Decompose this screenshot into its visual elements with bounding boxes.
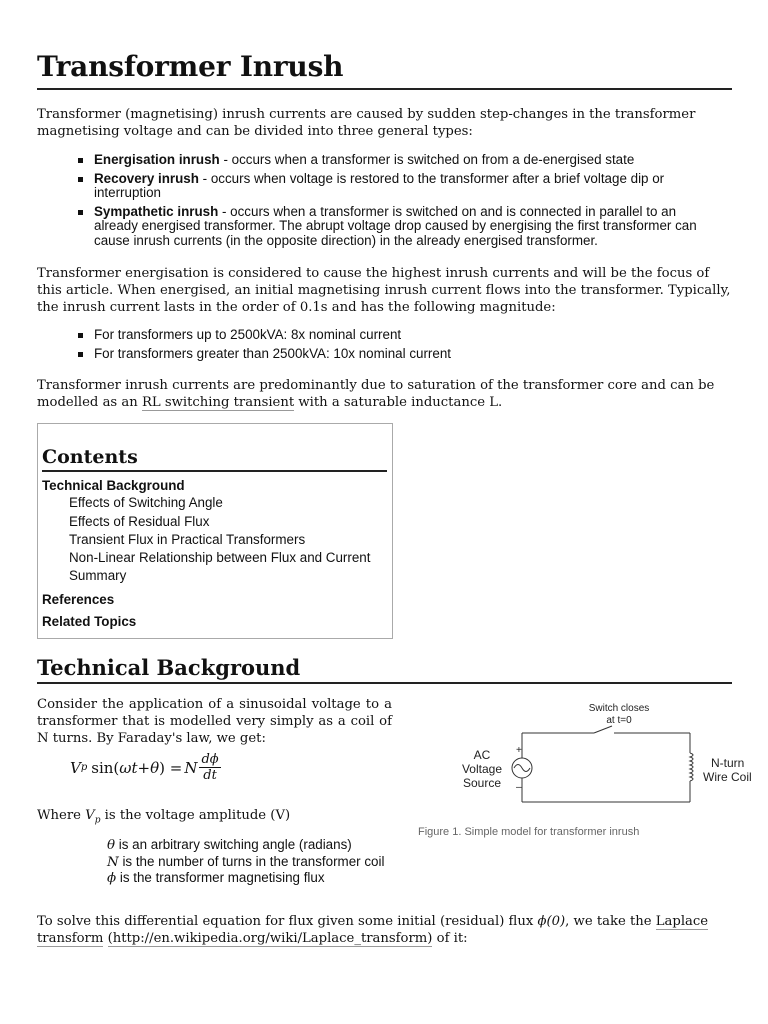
consider-paragraph: Consider the application of a sinusoidal voltage to a transformer that is modelled very simply as a coil of N turns. By Faraday's law, we get: bbox=[37, 697, 392, 746]
faraday-equation: V p sin( ωt + θ ) = N $\frac{d\phi}{dt}$ bbox=[70, 752, 219, 783]
bullet-icon bbox=[78, 210, 83, 215]
source-label-3: Source bbox=[462, 776, 502, 790]
toc-switching-angle[interactable]: Effects of Switching Angle bbox=[69, 495, 223, 510]
toc-references[interactable]: References bbox=[42, 592, 115, 607]
bullet-icon bbox=[78, 158, 83, 163]
inrush-types-list bbox=[37, 153, 727, 253]
switch-label-1: Switch closes bbox=[588, 703, 650, 714]
bullet-icon bbox=[78, 352, 83, 357]
list-item: Sympathetic inrush - occurs when a transformer is switched on and is connected in parallel to an already energised transformer. The abrupt voltage drop caused by energising the first transformer can cause inrush currents (in the opposite direction) in the already energised transformer. bbox=[37, 205, 727, 249]
laplace-url-link[interactable]: (http://en.wikipedia.org/wiki/Laplace_transform) bbox=[107, 931, 433, 946]
toc-related-topics[interactable]: Related Topics bbox=[42, 614, 137, 629]
toc-summary[interactable]: Summary bbox=[69, 568, 127, 583]
toc-residual-flux[interactable]: Effects of Residual Flux bbox=[69, 514, 210, 529]
coil-label-2: Wire Coil bbox=[703, 770, 752, 784]
list-item: Energisation inrush - occurs when a transformer is switched on from a de-energised state bbox=[37, 153, 727, 168]
saturation-paragraph: Transformer inrush currents are predominantly due to saturation of the transformer core and can be modelled as an RL switching transient with a saturable inductance L. bbox=[37, 378, 715, 410]
symbol-definitions bbox=[107, 837, 407, 887]
toc-technical-background[interactable]: Technical Background bbox=[42, 478, 185, 493]
page-title: Transformer Inrush bbox=[37, 50, 344, 83]
definition-n: N is the number of turns in the transformer coil bbox=[107, 853, 385, 870]
laplace-transform-link[interactable]: Laplace transform bbox=[37, 914, 709, 946]
table-of-contents bbox=[37, 423, 393, 639]
energisation-paragraph: Transformer energisation is considered to cause the highest inrush currents and will be the focus of this article. When energised, an initial magnetising inrush current flows into the transformer. Typically, the inrush current lasts in the order of 0.1s and has the following magnitude: bbox=[37, 266, 731, 315]
source-label-1: AC bbox=[473, 748, 491, 762]
list-item: Recovery inrush - occurs when voltage is restored to the transformer after a brief voltage dip or interruption bbox=[37, 172, 727, 201]
where-line: Where $V_p$ is the voltage amplitude (V) bbox=[37, 808, 291, 826]
laplace-paragraph: To solve this differential equation for flux given some initial (residual) flux ϕ(0), we take the Laplace transform (http://en.wikipedia.org/wiki/Laplace_transform) of it: bbox=[37, 914, 709, 946]
contents-heading: Contents bbox=[42, 446, 138, 468]
figure-caption: Figure 1. Simple model for transformer inrush bbox=[418, 826, 640, 838]
toc-non-linear[interactable]: Non-Linear Relationship between Flux and Current bbox=[69, 550, 371, 565]
toc-transient-flux[interactable]: Transient Flux in Practical Transformers bbox=[69, 532, 306, 547]
list-item: For transformers greater than 2500kVA: 10x nominal current bbox=[37, 347, 727, 362]
contents-divider bbox=[42, 470, 387, 472]
coil-label-1-visible: N-turn bbox=[711, 756, 745, 770]
switch-icon bbox=[594, 726, 612, 733]
circuit-figure bbox=[415, 697, 752, 827]
bullet-icon bbox=[78, 177, 83, 182]
coil-icon bbox=[690, 753, 693, 781]
title-divider bbox=[37, 88, 732, 90]
section-divider bbox=[37, 682, 732, 684]
term-energisation: Energisation inrush bbox=[94, 152, 220, 167]
bullet-icon bbox=[78, 333, 83, 338]
rl-transient-link[interactable]: RL switching transient bbox=[141, 395, 295, 410]
section-heading-technical-background: Technical Background bbox=[37, 655, 301, 680]
minus-sign: – bbox=[516, 782, 522, 793]
magnitude-list bbox=[37, 328, 727, 365]
definition-theta: θ is an arbitrary switching angle (radians) bbox=[107, 837, 352, 853]
intro-paragraph: Transformer (magnetising) inrush currents are caused by sudden step-changes in the transformer magnetising voltage and can be divided into three general types: bbox=[37, 107, 696, 139]
plus-sign: + bbox=[516, 745, 522, 756]
list-item: For transformers up to 2500kVA: 8x nominal current bbox=[37, 328, 727, 343]
source-label-2: Voltage bbox=[461, 762, 503, 776]
term-sympathetic: Sympathetic inrush bbox=[94, 203, 219, 219]
switch-label-2: at t=0 bbox=[606, 715, 632, 726]
definition-phi: ϕ is the transformer magnetising flux bbox=[107, 870, 325, 886]
term-recovery: Recovery inrush bbox=[94, 170, 199, 186]
